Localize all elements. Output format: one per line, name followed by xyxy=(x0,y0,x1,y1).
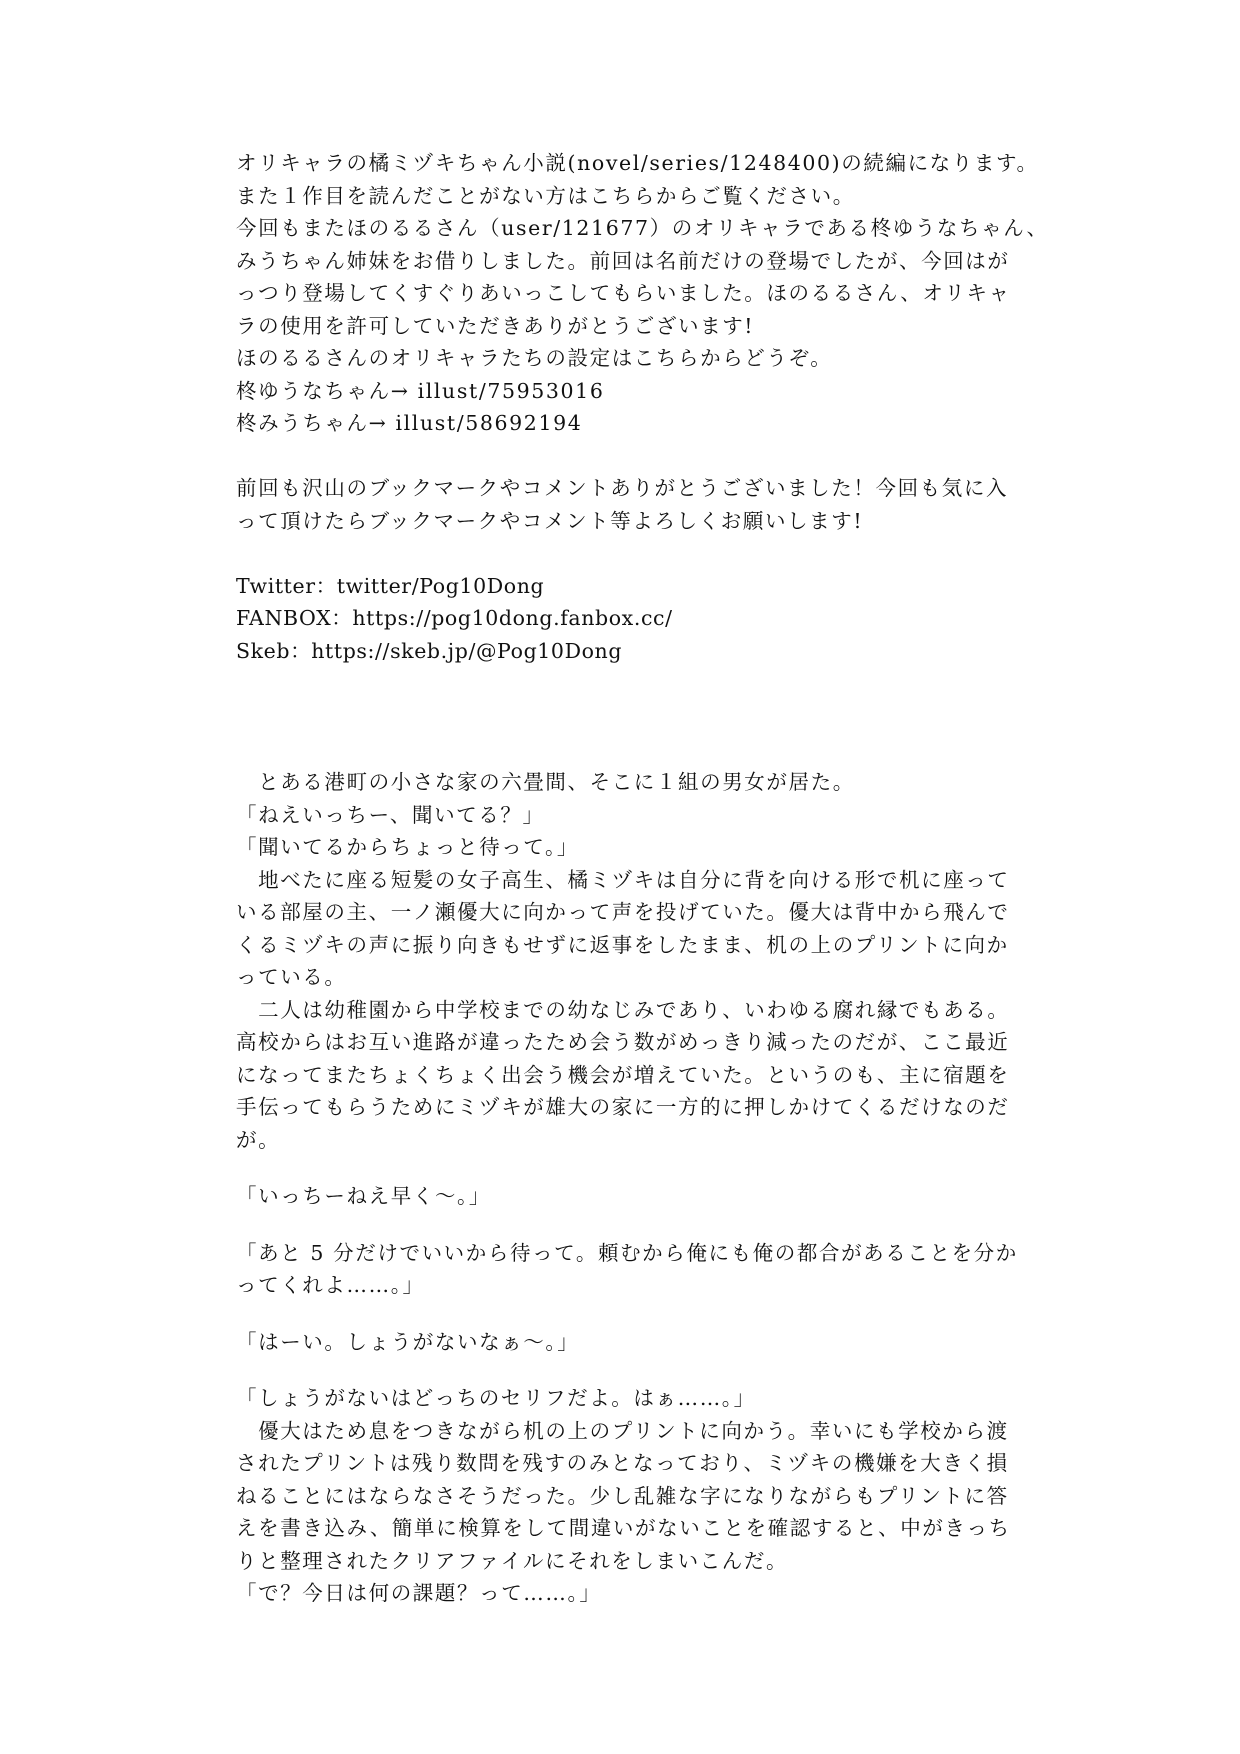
spacer xyxy=(236,1358,1016,1382)
character-link-miu[interactable]: 柊みうちゃん→ illust/58692194 xyxy=(236,411,583,435)
spacer xyxy=(236,1156,1016,1180)
story-line: とある港町の小さな家の六畳間、そこに１組の男女が居た。 xyxy=(236,770,855,794)
author-notes xyxy=(236,147,1049,667)
spacer xyxy=(236,1302,1016,1326)
note-line: ほのるるさんのオリキャラたちの設定はこちらからどうぞ。 xyxy=(236,346,833,370)
story-line: 「聞いてるからちょっと待って。」 xyxy=(236,835,579,859)
character-link-yuna[interactable]: 柊ゆうなちゃん→ illust/75953016 xyxy=(236,378,605,403)
note-line: また１作目を読んだことがない方はこちらからご覧ください。 xyxy=(236,183,855,208)
dialogue-line: 「いっちーねえ早く〜。」 xyxy=(236,1184,491,1208)
note-line: 今回もまたほのるるさん（user/121677）のオリキャラである柊ゆうなちゃん、 xyxy=(236,216,1049,240)
thanks-line: って頂けたらブックマークやコメント等よろしくお願いします! xyxy=(236,508,864,533)
story-line: 「しょうがないはどっちのセリフだよ。はぁ……。」 xyxy=(236,1386,756,1410)
spacer xyxy=(236,1213,1016,1237)
thanks-line: 前回も沢山のブックマークやコメントありがとうございました！今回も気に入 xyxy=(236,476,1009,500)
twitter-link[interactable]: Twitter：twitter/Pog10Dong xyxy=(236,573,545,598)
story-line: いる部屋の主、一ノ瀬優大に向かって声を投げていた。優大は背中から飛んで xyxy=(236,900,1010,924)
story-line: 地べたに座る短髪の女子高生、橘ミヅキは自分に背を向ける形で机に座って xyxy=(236,867,1010,892)
dialogue-line: ってくれよ……。」 xyxy=(236,1273,425,1297)
note-line: みうちゃん姉妹をお借りしました。前回は名前だけの登場でしたが、今回はが xyxy=(236,248,1010,273)
story-line: 「ねえいっちー、聞いてる？」 xyxy=(236,802,545,827)
story-line: 高校からはお互い進路が違ったため会う数がめっきり減ったのだが、ここ最近 xyxy=(236,1030,1010,1054)
story-line: 「で？今日は何の課題？って……。」 xyxy=(236,1581,602,1605)
story-line: されたプリントは残り数問を残すのみとなっており、ミヅキの機嫌を大きく損 xyxy=(236,1451,1009,1475)
story-line: っている。 xyxy=(236,965,347,989)
note-line: っつり登場してくすぐりあいっこしてもらいました。ほのるるさん、オリキャ xyxy=(236,281,1011,305)
dialogue-line: 「あと 5 分だけでいいから待って。頼むから俺にも俺の都合があることを分か xyxy=(236,1240,1018,1265)
story-line: 手伝ってもらうためにミヅキが雄大の家に一方的に押しかけてくるだけなのだ xyxy=(236,1095,1010,1119)
story-line: りと整理されたクリアファイルにそれをしまいこんだ。 xyxy=(236,1548,789,1573)
story-line: になってまたちょくちょく出会う機会が増えていた。というのも、主に宿題を xyxy=(236,1062,1010,1087)
note-line: オリキャラの橘ミヅキちゃん小説(novel/series/1248400)の続編になります。 xyxy=(236,151,1039,175)
fanbox-link[interactable]: FANBOX：https://pog10dong.fanbox.cc/ xyxy=(236,606,673,630)
note-line: ラの使用を許可していただきありがとうございます! xyxy=(236,313,755,338)
dialogue-line: 「はーい。しょうがないなぁ〜。」 xyxy=(236,1329,580,1354)
story-line: くるミヅキの声に振り向きもせずに返事をしたまま、机の上のプリントに向か xyxy=(236,932,1009,957)
story-line: が。 xyxy=(236,1127,281,1152)
skeb-link[interactable]: Skeb：https://skeb.jp/@Pog10Dong xyxy=(236,638,623,663)
story-line: ねることにはならなさそうだった。少し乱雑な字になりながらもプリントに答 xyxy=(236,1483,1009,1508)
spacer xyxy=(236,537,1016,570)
story-line: えを書き込み、簡単に検算をして間違いがないことを確認すると、中がきっち xyxy=(236,1516,1011,1540)
story-line: 二人は幼稚園から中学校までの幼なじみであり、いわゆる腐れ縁でもある。 xyxy=(236,997,1010,1022)
story-text xyxy=(236,766,1016,1610)
spacer xyxy=(236,440,1016,473)
story-line: 優大はため息をつきながら机の上のプリントに向かう。幸いにも学校から渡 xyxy=(236,1418,1009,1443)
